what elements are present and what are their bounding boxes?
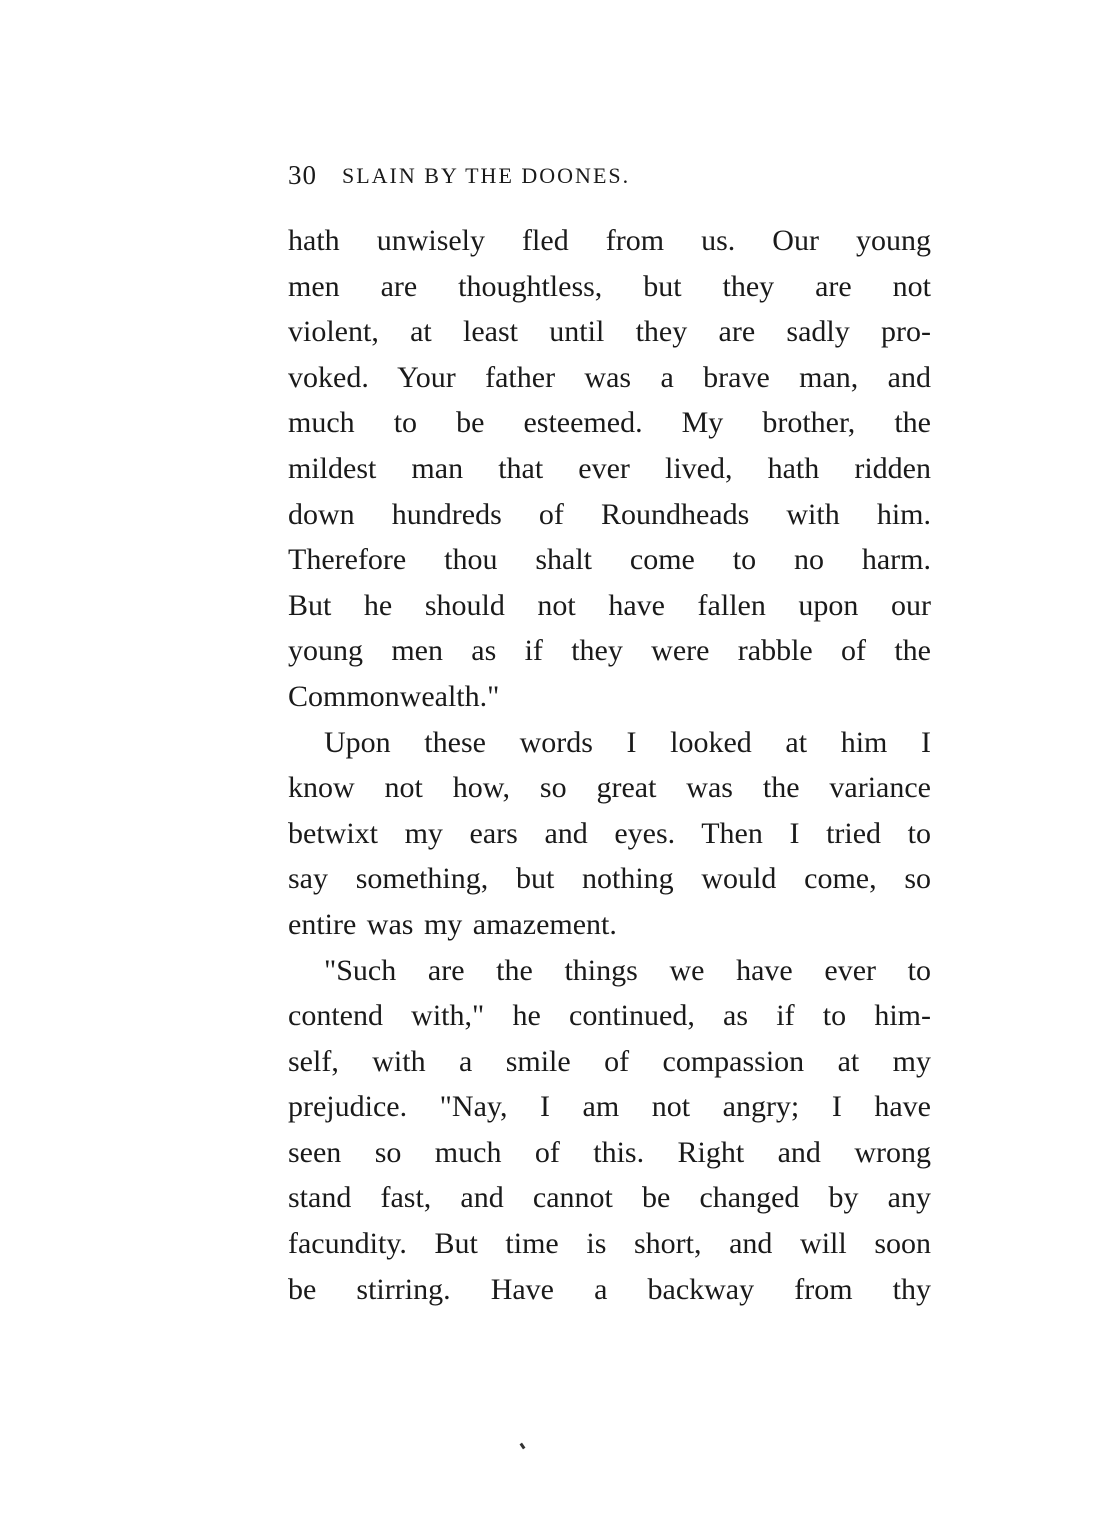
text-line: hath unwisely fled from us. Our young <box>288 224 931 257</box>
ink-speck <box>520 1443 526 1450</box>
page-number: 30 <box>288 160 317 190</box>
text-line: say something, but nothing would come, so <box>288 862 931 896</box>
text-line: stand fast, and cannot be changed by any <box>288 1181 931 1215</box>
text-line: young men as if they were rabble of the <box>288 634 931 668</box>
text-line: contend with," he continued, as if to him- <box>288 999 931 1033</box>
text-line: violent, at least until they are sadly pro- <box>288 315 931 349</box>
text-line: mildest man that ever lived, hath ridden <box>288 451 931 485</box>
text-line: Therefore thou shalt come to no harm. <box>288 543 931 577</box>
text-line: entire was my amazement. <box>288 907 617 941</box>
body-text <box>288 218 931 1312</box>
text-line: voked. Your father was a brave man, and <box>288 360 931 394</box>
text-line: "Such are the things we have ever to <box>324 953 931 987</box>
text-line: self, with a smile of compassion at my <box>288 1044 931 1078</box>
text-line: seen so much of this. Right and wrong <box>288 1135 931 1169</box>
running-head-title: SLAIN BY THE DOONES. <box>342 163 631 188</box>
text-line: down hundreds of Roundheads with him. <box>288 497 931 531</box>
text-line: Upon these words I looked at him I <box>324 725 931 759</box>
text-line: much to be esteemed. My brother, the <box>288 406 931 440</box>
text-line: facundity. But time is short, and will soon <box>288 1227 931 1261</box>
text-line: Commonwealth." <box>288 679 500 713</box>
running-head <box>288 160 788 196</box>
text-line: betwixt my ears and eyes. Then I tried to <box>288 816 931 850</box>
text-line: But he should not have fallen upon our <box>288 588 931 622</box>
text-line: be stirring. Have a backway from thy <box>288 1272 931 1306</box>
text-line: know not how, so great was the variance <box>288 771 931 805</box>
text-line: men are thoughtless, but they are not <box>288 269 931 303</box>
text-line: prejudice. "Nay, I am not angry; I have <box>288 1090 931 1124</box>
